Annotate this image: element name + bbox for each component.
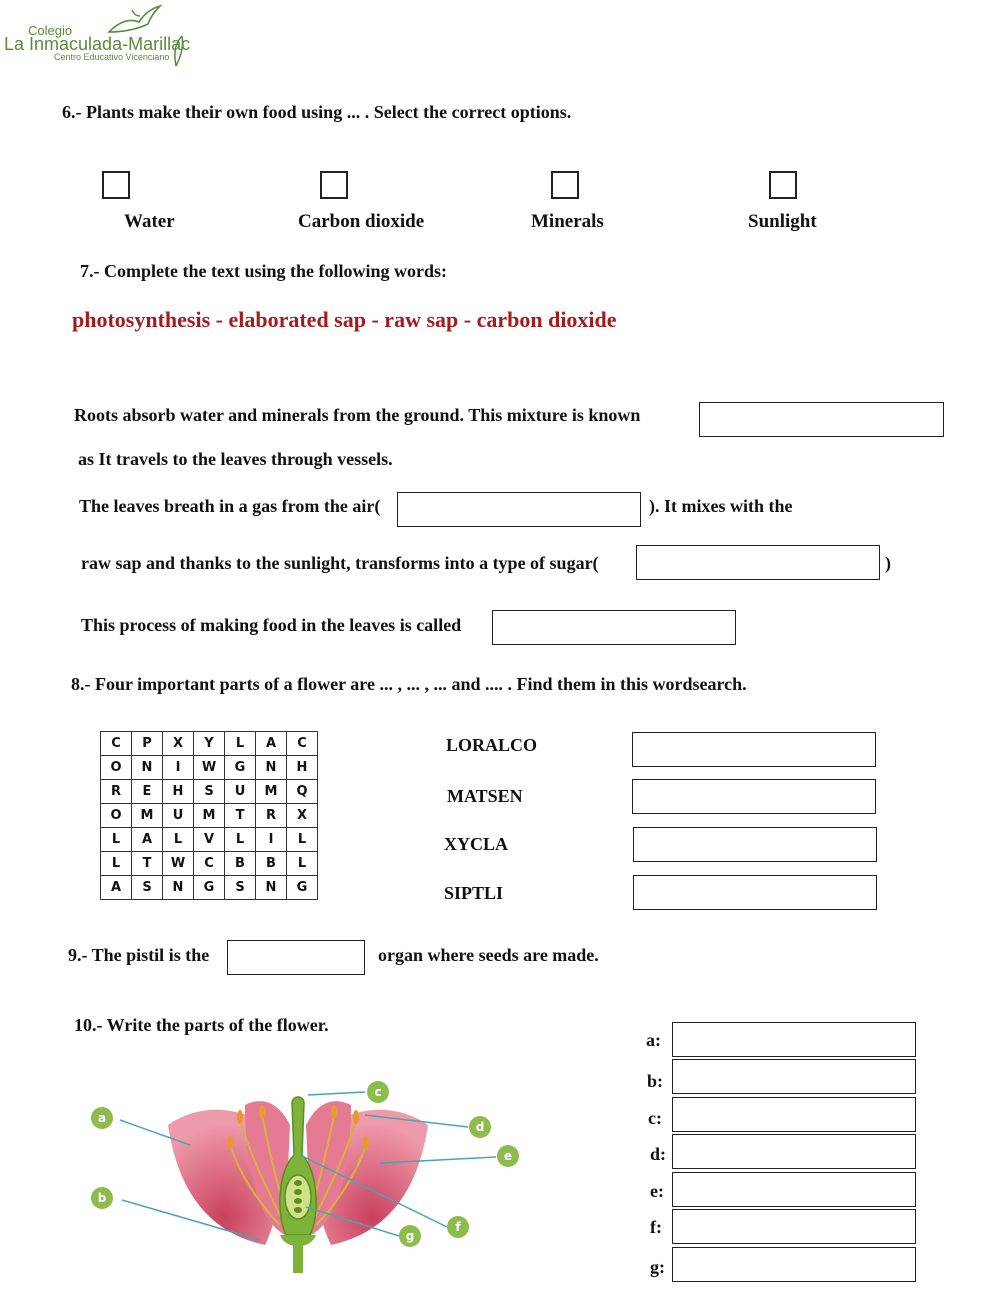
wordsearch-cell[interactable]: G <box>225 756 256 780</box>
wordsearch-cell[interactable]: L <box>101 852 132 876</box>
wordsearch-cell[interactable]: N <box>256 876 287 900</box>
wordsearch-cell[interactable]: C <box>287 732 318 756</box>
wordsearch-cell[interactable]: C <box>101 732 132 756</box>
wordsearch-cell[interactable]: M <box>132 804 163 828</box>
wordsearch-cell[interactable]: G <box>194 876 225 900</box>
scramble-word-2: MATSEN <box>447 786 523 806</box>
marker-a-text: a <box>97 1111 107 1125</box>
wordsearch-cell[interactable]: R <box>101 780 132 804</box>
wordsearch-cell[interactable]: L <box>225 828 256 852</box>
part-label-f: f: <box>650 1217 662 1237</box>
wordsearch-grid <box>100 731 318 900</box>
part-d-input[interactable] <box>672 1134 916 1169</box>
wordsearch-row <box>101 852 318 876</box>
question-8-title: 8.- Four important parts of a flower are ... , ... , ... and .... . Find them in this wordsearch. <box>71 674 747 694</box>
unscramble-answer-1-input[interactable] <box>632 732 876 767</box>
part-label-g: g: <box>650 1257 665 1277</box>
wordsearch-cell[interactable]: B <box>256 852 287 876</box>
word-bank: photosynthesis - elaborated sap - raw sap - carbon dioxide <box>72 307 617 332</box>
wordsearch-cell[interactable]: Q <box>287 780 318 804</box>
marker-f-text: f <box>455 1220 461 1234</box>
wordsearch-cell[interactable]: E <box>132 780 163 804</box>
part-b-input[interactable] <box>672 1059 916 1094</box>
text-line-3b: ). It mixes with the <box>649 496 793 516</box>
part-a-input[interactable] <box>672 1022 916 1057</box>
marker-d-text: d <box>475 1120 485 1134</box>
option-sunlight-label: Sunlight <box>748 211 817 232</box>
school-logo <box>4 4 194 66</box>
wordsearch-cell[interactable]: N <box>132 756 163 780</box>
flower-diagram <box>80 1075 540 1275</box>
wordsearch-cell[interactable]: L <box>287 852 318 876</box>
wordsearch-cell[interactable]: V <box>194 828 225 852</box>
marker-g-text: g <box>405 1229 415 1243</box>
wordsearch-cell[interactable]: T <box>225 804 256 828</box>
wordsearch-cell[interactable]: L <box>225 732 256 756</box>
wordsearch-cell[interactable]: W <box>163 852 194 876</box>
wordsearch-cell[interactable]: W <box>194 756 225 780</box>
wordsearch-cell[interactable]: U <box>225 780 256 804</box>
wordsearch-row <box>101 876 318 900</box>
wordsearch-cell[interactable]: L <box>101 828 132 852</box>
wordsearch-cell[interactable]: X <box>287 804 318 828</box>
text-line-5: This process of making food in the leaves is called <box>81 615 462 635</box>
wordsearch-row <box>101 732 318 756</box>
question-9-after: organ where seeds are made. <box>378 945 599 965</box>
text-line-3a: The leaves breath in a gas from the air( <box>79 496 381 516</box>
wordsearch-row <box>101 780 318 804</box>
wordsearch-cell[interactable]: Y <box>194 732 225 756</box>
wordsearch-cell[interactable]: I <box>163 756 194 780</box>
part-f-input[interactable] <box>672 1209 916 1244</box>
part-label-a: a: <box>646 1030 661 1050</box>
wordsearch-cell[interactable]: L <box>287 828 318 852</box>
scramble-word-4: SIPTLI <box>444 883 504 903</box>
wordsearch-row <box>101 756 318 780</box>
marker-c-text: c <box>374 1085 382 1099</box>
answer-gas-input[interactable] <box>397 492 641 527</box>
option-minerals-label: Minerals <box>531 211 604 232</box>
checkbox-sunlight[interactable] <box>769 171 797 199</box>
wordsearch-cell[interactable]: M <box>194 804 225 828</box>
logo-line-1: Colegio <box>28 23 73 38</box>
wordsearch-cell[interactable]: H <box>163 780 194 804</box>
wordsearch-cell[interactable]: B <box>225 852 256 876</box>
part-c-input[interactable] <box>672 1097 916 1132</box>
part-label-c: c: <box>648 1108 662 1128</box>
part-label-e: e: <box>650 1181 664 1201</box>
pistil-answer-input[interactable] <box>227 940 365 975</box>
wordsearch-cell[interactable]: X <box>163 732 194 756</box>
wordsearch-cell[interactable]: P <box>132 732 163 756</box>
wordsearch-cell[interactable]: H <box>287 756 318 780</box>
scramble-word-3: XYCLA <box>444 834 509 854</box>
wordsearch-cell[interactable]: C <box>194 852 225 876</box>
question-7-title: 7.- Complete the text using the following words: <box>80 261 447 281</box>
logo-line-2: La Inmaculada-Marillac <box>4 34 191 54</box>
question-6-title: 6.- Plants make their own food using ... . Select the correct options. <box>62 102 572 122</box>
wordsearch-cell[interactable]: O <box>101 804 132 828</box>
part-label-b: b: <box>647 1071 664 1091</box>
wordsearch-cell[interactable]: R <box>256 804 287 828</box>
scramble-word-1: LORALCO <box>446 735 538 755</box>
wordsearch-cell[interactable]: U <box>163 804 194 828</box>
text-line-2: as It travels to the leaves through vessels. <box>78 449 393 469</box>
wordsearch-cell[interactable]: I <box>256 828 287 852</box>
wordsearch-cell[interactable]: O <box>101 756 132 780</box>
option-water-label: Water <box>124 211 175 232</box>
answer-sugar-input[interactable] <box>636 545 880 580</box>
wordsearch-cell[interactable]: L <box>163 828 194 852</box>
option-carbon-dioxide-label: Carbon dioxide <box>298 211 425 232</box>
wordsearch-cell[interactable]: S <box>225 876 256 900</box>
wordsearch-row <box>101 804 318 828</box>
wordsearch-cell[interactable]: T <box>132 852 163 876</box>
wordsearch-cell[interactable]: N <box>256 756 287 780</box>
wordsearch-cell[interactable]: M <box>256 780 287 804</box>
text-line-1: Roots absorb water and minerals from the ground. This mixture is known <box>74 405 641 425</box>
wordsearch-cell[interactable]: S <box>194 780 225 804</box>
logo-line-3: Centro Educativo Vicenciano <box>54 52 170 62</box>
wordsearch-cell[interactable]: S <box>132 876 163 900</box>
unscramble-answer-4-input[interactable] <box>633 875 877 910</box>
wordsearch-cell[interactable]: A <box>101 876 132 900</box>
answer-raw-sap-input[interactable] <box>699 402 944 437</box>
wordsearch-cell[interactable]: A <box>256 732 287 756</box>
wordsearch-cell[interactable]: N <box>163 876 194 900</box>
wordsearch-cell[interactable]: G <box>287 876 318 900</box>
text-line-4b: ) <box>885 553 891 573</box>
marker-e-text: e <box>503 1149 513 1163</box>
checkbox-carbon-dioxide[interactable] <box>320 171 348 199</box>
marker-b-text: b <box>97 1191 107 1205</box>
checkbox-water[interactable] <box>102 171 130 199</box>
wordsearch-cell[interactable]: A <box>132 828 163 852</box>
question-10-title: 10.- Write the parts of the flower. <box>74 1015 329 1035</box>
checkbox-minerals[interactable] <box>551 171 579 199</box>
unscramble-answer-3-input[interactable] <box>633 827 877 862</box>
unscramble-answer-2-input[interactable] <box>632 779 876 814</box>
part-label-d: d: <box>650 1144 667 1164</box>
answer-process-input[interactable] <box>492 610 736 645</box>
wordsearch-row <box>101 828 318 852</box>
question-9-before: 9.- The pistil is the <box>68 945 210 965</box>
dove-icon <box>104 4 164 36</box>
text-line-4a: raw sap and thanks to the sunlight, transforms into a type of sugar( <box>81 553 599 573</box>
part-g-input[interactable] <box>672 1247 916 1282</box>
part-e-input[interactable] <box>672 1172 916 1207</box>
